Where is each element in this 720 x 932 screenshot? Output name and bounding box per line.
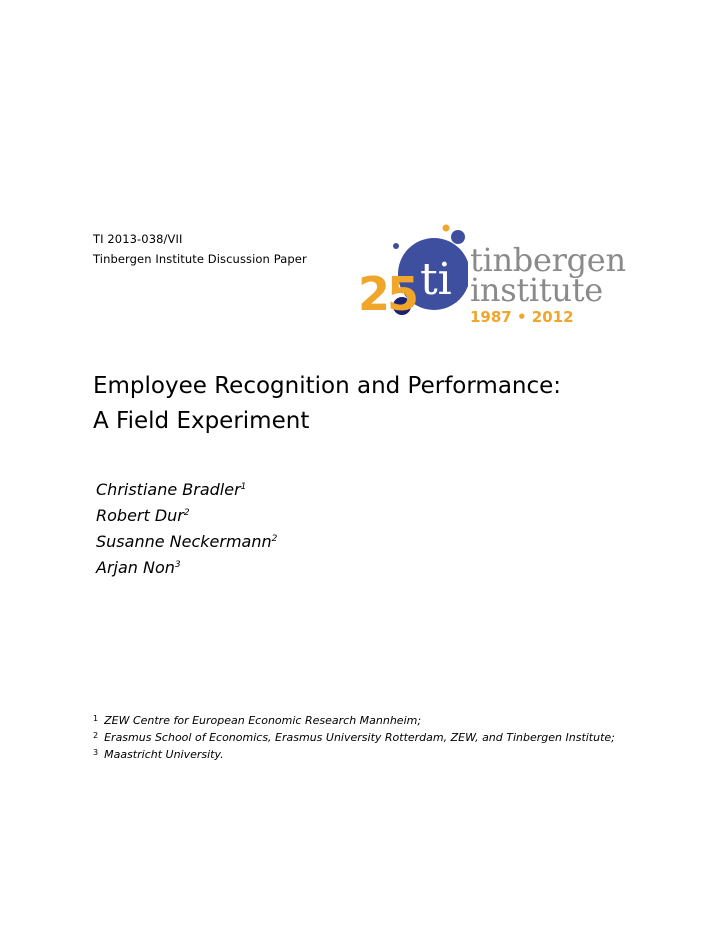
logo-dot-small (393, 243, 399, 249)
author-name: Susanne Neckermann (96, 532, 272, 551)
author-mark: 3 (174, 560, 181, 570)
logo-anniversary-number: 25 (358, 267, 417, 321)
paper-title (93, 369, 693, 439)
affiliation (93, 729, 633, 746)
affiliation-text: Maastricht University. (104, 748, 224, 761)
affiliation-text: Erasmus School of Economics, Erasmus University Rotterdam, ZEW, and Tinbergen Institute; (104, 731, 615, 744)
author (96, 503, 277, 529)
affiliation (93, 746, 633, 763)
author-list (96, 477, 277, 581)
author (96, 529, 277, 555)
logo-word-institute: institute (470, 271, 603, 309)
affiliation-mark: 3 (93, 748, 99, 757)
author-mark: 1 (240, 482, 247, 492)
author (96, 477, 277, 503)
paper-title-line-1: Employee Recognition and Performance: (93, 373, 562, 399)
series-number: TI 2013-038/VII (93, 232, 183, 246)
author (96, 555, 277, 581)
affiliation-list (93, 712, 633, 763)
affiliation-text: ZEW Centre for European Economic Research Mannheim; (104, 714, 422, 727)
logo-emblem (356, 224, 468, 328)
affiliation (93, 712, 633, 729)
author-name: Robert Dur (96, 506, 184, 525)
logo-years: 1987 • 2012 (470, 308, 574, 326)
author-name: Arjan Non (96, 558, 175, 577)
paper-title-line-2: A Field Experiment (93, 408, 310, 434)
logo-ti-letters: ti (420, 254, 452, 305)
author-mark: 2 (183, 508, 190, 518)
logo-dot-large (451, 230, 465, 244)
author-name: Christiane Bradler (96, 480, 241, 499)
series-name: Tinbergen Institute Discussion Paper (93, 252, 307, 266)
logo-dot-orange (443, 225, 450, 232)
affiliation-mark: 1 (93, 714, 99, 723)
logo-word-tinbergen: tinbergen (470, 241, 626, 279)
author-mark: 2 (271, 534, 278, 544)
tinbergen-institute-logo (356, 224, 626, 328)
affiliation-mark: 2 (93, 731, 99, 740)
